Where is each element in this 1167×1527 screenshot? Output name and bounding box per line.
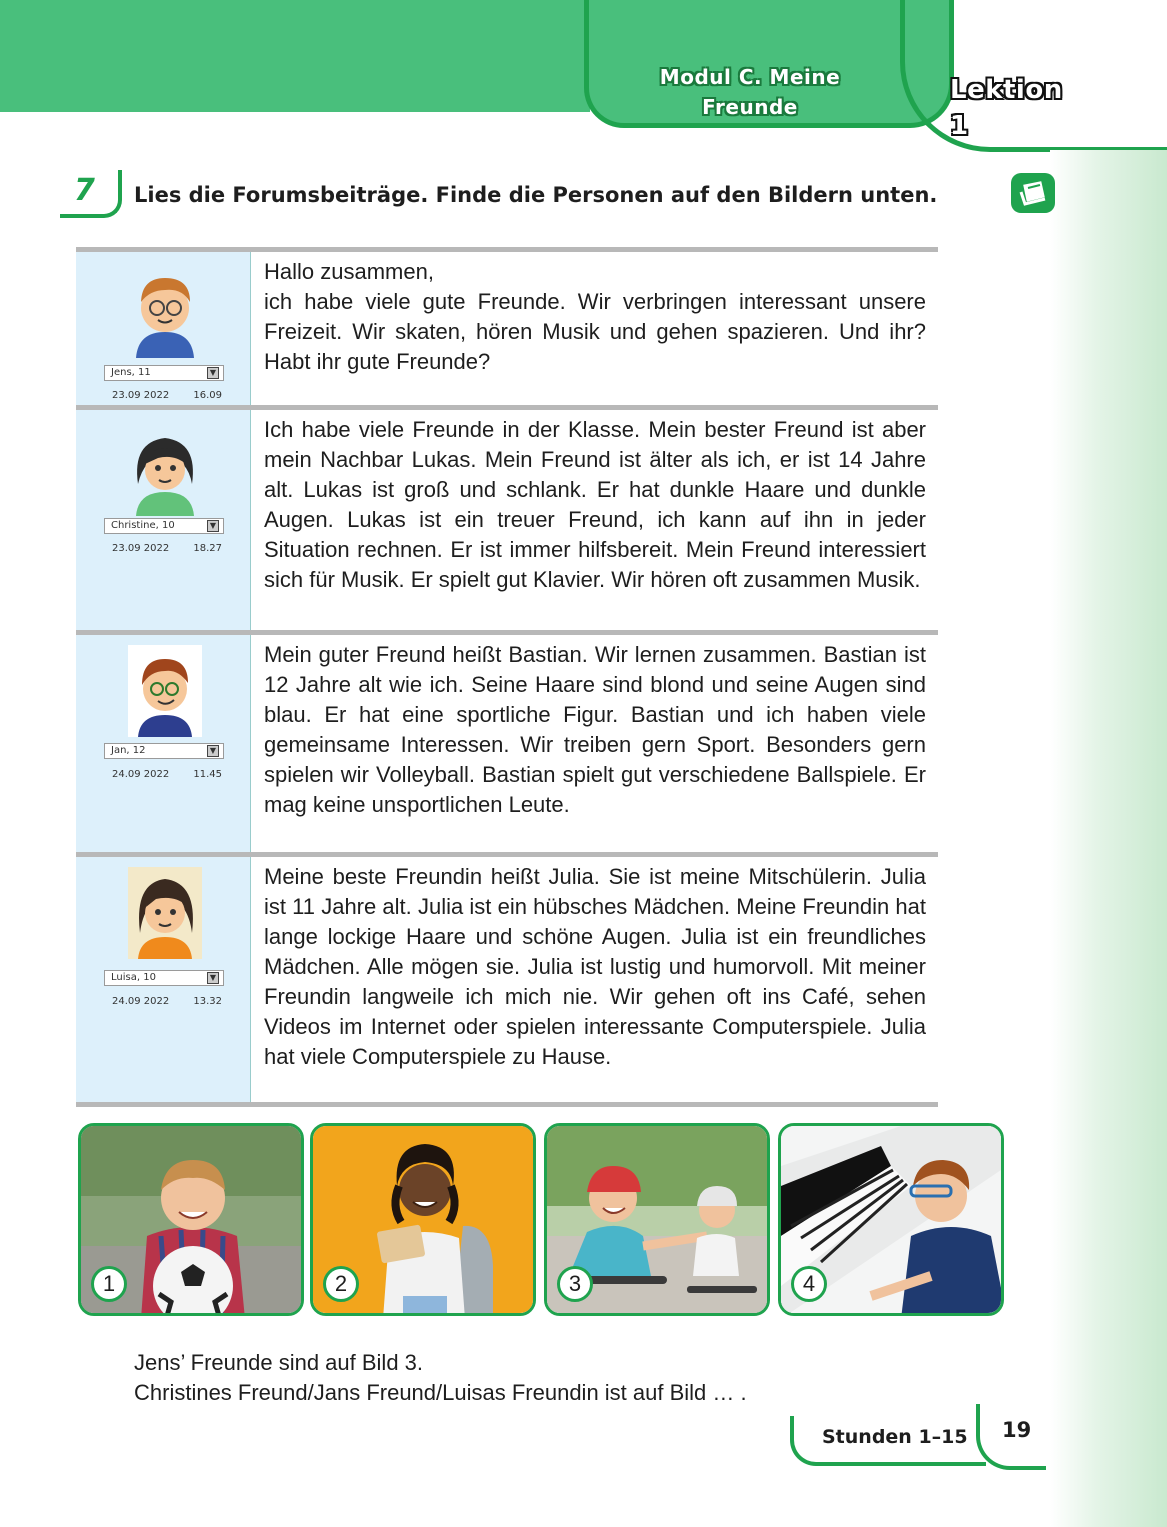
post-line: ich habe viele gute Freunde. Wir verbringen interessant unsere Freizeit. Wir skaten, hören Musik und gehen spazieren. Und ihr? Habt ihr gute Freunde? <box>264 289 926 374</box>
post-text <box>264 257 926 377</box>
post-time: 18.27 <box>193 543 222 554</box>
avatar <box>128 424 202 516</box>
avatar <box>128 645 202 737</box>
post-timestamp <box>112 996 222 1007</box>
post-time: 13.32 <box>193 996 222 1007</box>
chevron-down-icon[interactable]: ▼ <box>207 972 219 984</box>
photo-number: 4 <box>791 1266 827 1302</box>
user-name: Jan, 12 <box>111 745 146 756</box>
post-line: Meine beste Freundin heißt Julia. Sie ist meine Mitschülerin. Julia ist 11 Jahre alt. Julia ist ein hübsches Mädchen. Meine Freundin hat lange lockige Haare und schöne Augen. Julia ist ein freundliches Mädchen. Alle mögen sie. Julia ist lustig und humorvoll. Mit meiner Freundin langweile ich mich nie. Wir gehen oft ins Café, sehen Videos im Internet oder spielen interessante Computerspiele. Julia hat viele Computerspiele zu Hause. <box>264 864 926 1069</box>
post-date: 23.09 2022 <box>112 543 170 554</box>
module-title: Modul C. Meine Freunde <box>659 65 841 119</box>
forum-post <box>76 247 938 408</box>
header-band <box>0 0 590 112</box>
forum-post <box>76 630 938 855</box>
photo-number: 2 <box>323 1266 359 1302</box>
post-date: 23.09 2022 <box>112 390 170 401</box>
post-date: 24.09 2022 <box>112 769 170 780</box>
forum-post <box>76 852 938 1104</box>
avatar <box>128 266 202 358</box>
user-select[interactable] <box>104 743 224 759</box>
photo-kids-skateboarding <box>544 1123 770 1316</box>
photo-girl-with-backpack <box>310 1123 536 1316</box>
user-name: Christine, 10 <box>111 520 175 531</box>
user-select[interactable] <box>104 365 224 381</box>
answer-template: Christines Freund/Jans Freund/Luisas Freundin ist auf Bild … . <box>134 1380 747 1405</box>
photo-boy-playing-piano <box>778 1123 1004 1316</box>
post-timestamp <box>112 390 222 401</box>
photo-boy-with-ball <box>78 1123 304 1316</box>
page-number: 19 <box>1002 1418 1032 1442</box>
table-bottom-rule <box>76 1102 938 1107</box>
post-timestamp <box>112 543 222 554</box>
post-text <box>264 415 926 595</box>
lesson-title: Lektion 1 <box>950 75 1063 141</box>
task-number-badge <box>60 170 122 218</box>
post-line: Hallo zusammen, <box>264 259 434 284</box>
post-line: Ich habe viele Freunde in der Klasse. Mein bester Freund ist aber mein Nachbar Lukas. Mein Freund ist älter als ich, er ist 14 Jahre alt. Lukas ist groß und schlank. Er hat dunkle Haare und dunkle Augen. Lukas ist ein treuer Freund, ich kann auf ihn in jeder Situation rechnen. Er ist immer hilfsbereit. Mein Freund interessiert sich für Musik. Er spielt gut Klavier. Wir hören oft zusammen Musik. <box>264 417 926 592</box>
post-timestamp <box>112 769 222 780</box>
user-select[interactable] <box>104 518 224 534</box>
post-text <box>264 862 926 1072</box>
post-time: 16.09 <box>193 390 222 401</box>
photo-number: 3 <box>557 1266 593 1302</box>
user-select[interactable] <box>104 970 224 986</box>
post-date: 24.09 2022 <box>112 996 170 1007</box>
forum-post <box>76 405 938 633</box>
post-line: Mein guter Freund heißt Bastian. Wir lernen zusammen. Bastian ist 12 Jahre alt wie ich. Seine Haare sind blond und seine Augen sind blau. Er hat eine sportliche Figur. Bastian und ich haben viele gemeinsame Interessen. Wir treiben gern Sport. Besonders gern spielen wir Volleyball. Bastian spielt gut verschiedene Ballspiele. Er mag keine unsportlichen Leute. <box>264 642 926 817</box>
chevron-down-icon[interactable]: ▼ <box>207 745 219 757</box>
avatar <box>128 867 202 959</box>
footer-lessons: Stunden 1–15 <box>822 1426 968 1448</box>
page-edge-gradient <box>1050 150 1167 1527</box>
post-time: 11.45 <box>193 769 222 780</box>
user-name: Luisa, 10 <box>111 972 156 983</box>
answer-example: Jens’ Freunde sind auf Bild 3. <box>134 1350 424 1375</box>
task-number: 7 <box>74 173 95 208</box>
post-text <box>264 640 926 820</box>
chevron-down-icon[interactable]: ▼ <box>207 367 219 379</box>
photo-number: 1 <box>91 1266 127 1302</box>
book-icon <box>1008 170 1058 216</box>
user-name: Jens, 11 <box>111 367 151 378</box>
task-instruction: Lies die Forumsbeiträge. Finde die Personen auf den Bildern unten. <box>134 183 938 207</box>
chevron-down-icon[interactable]: ▼ <box>207 520 219 532</box>
